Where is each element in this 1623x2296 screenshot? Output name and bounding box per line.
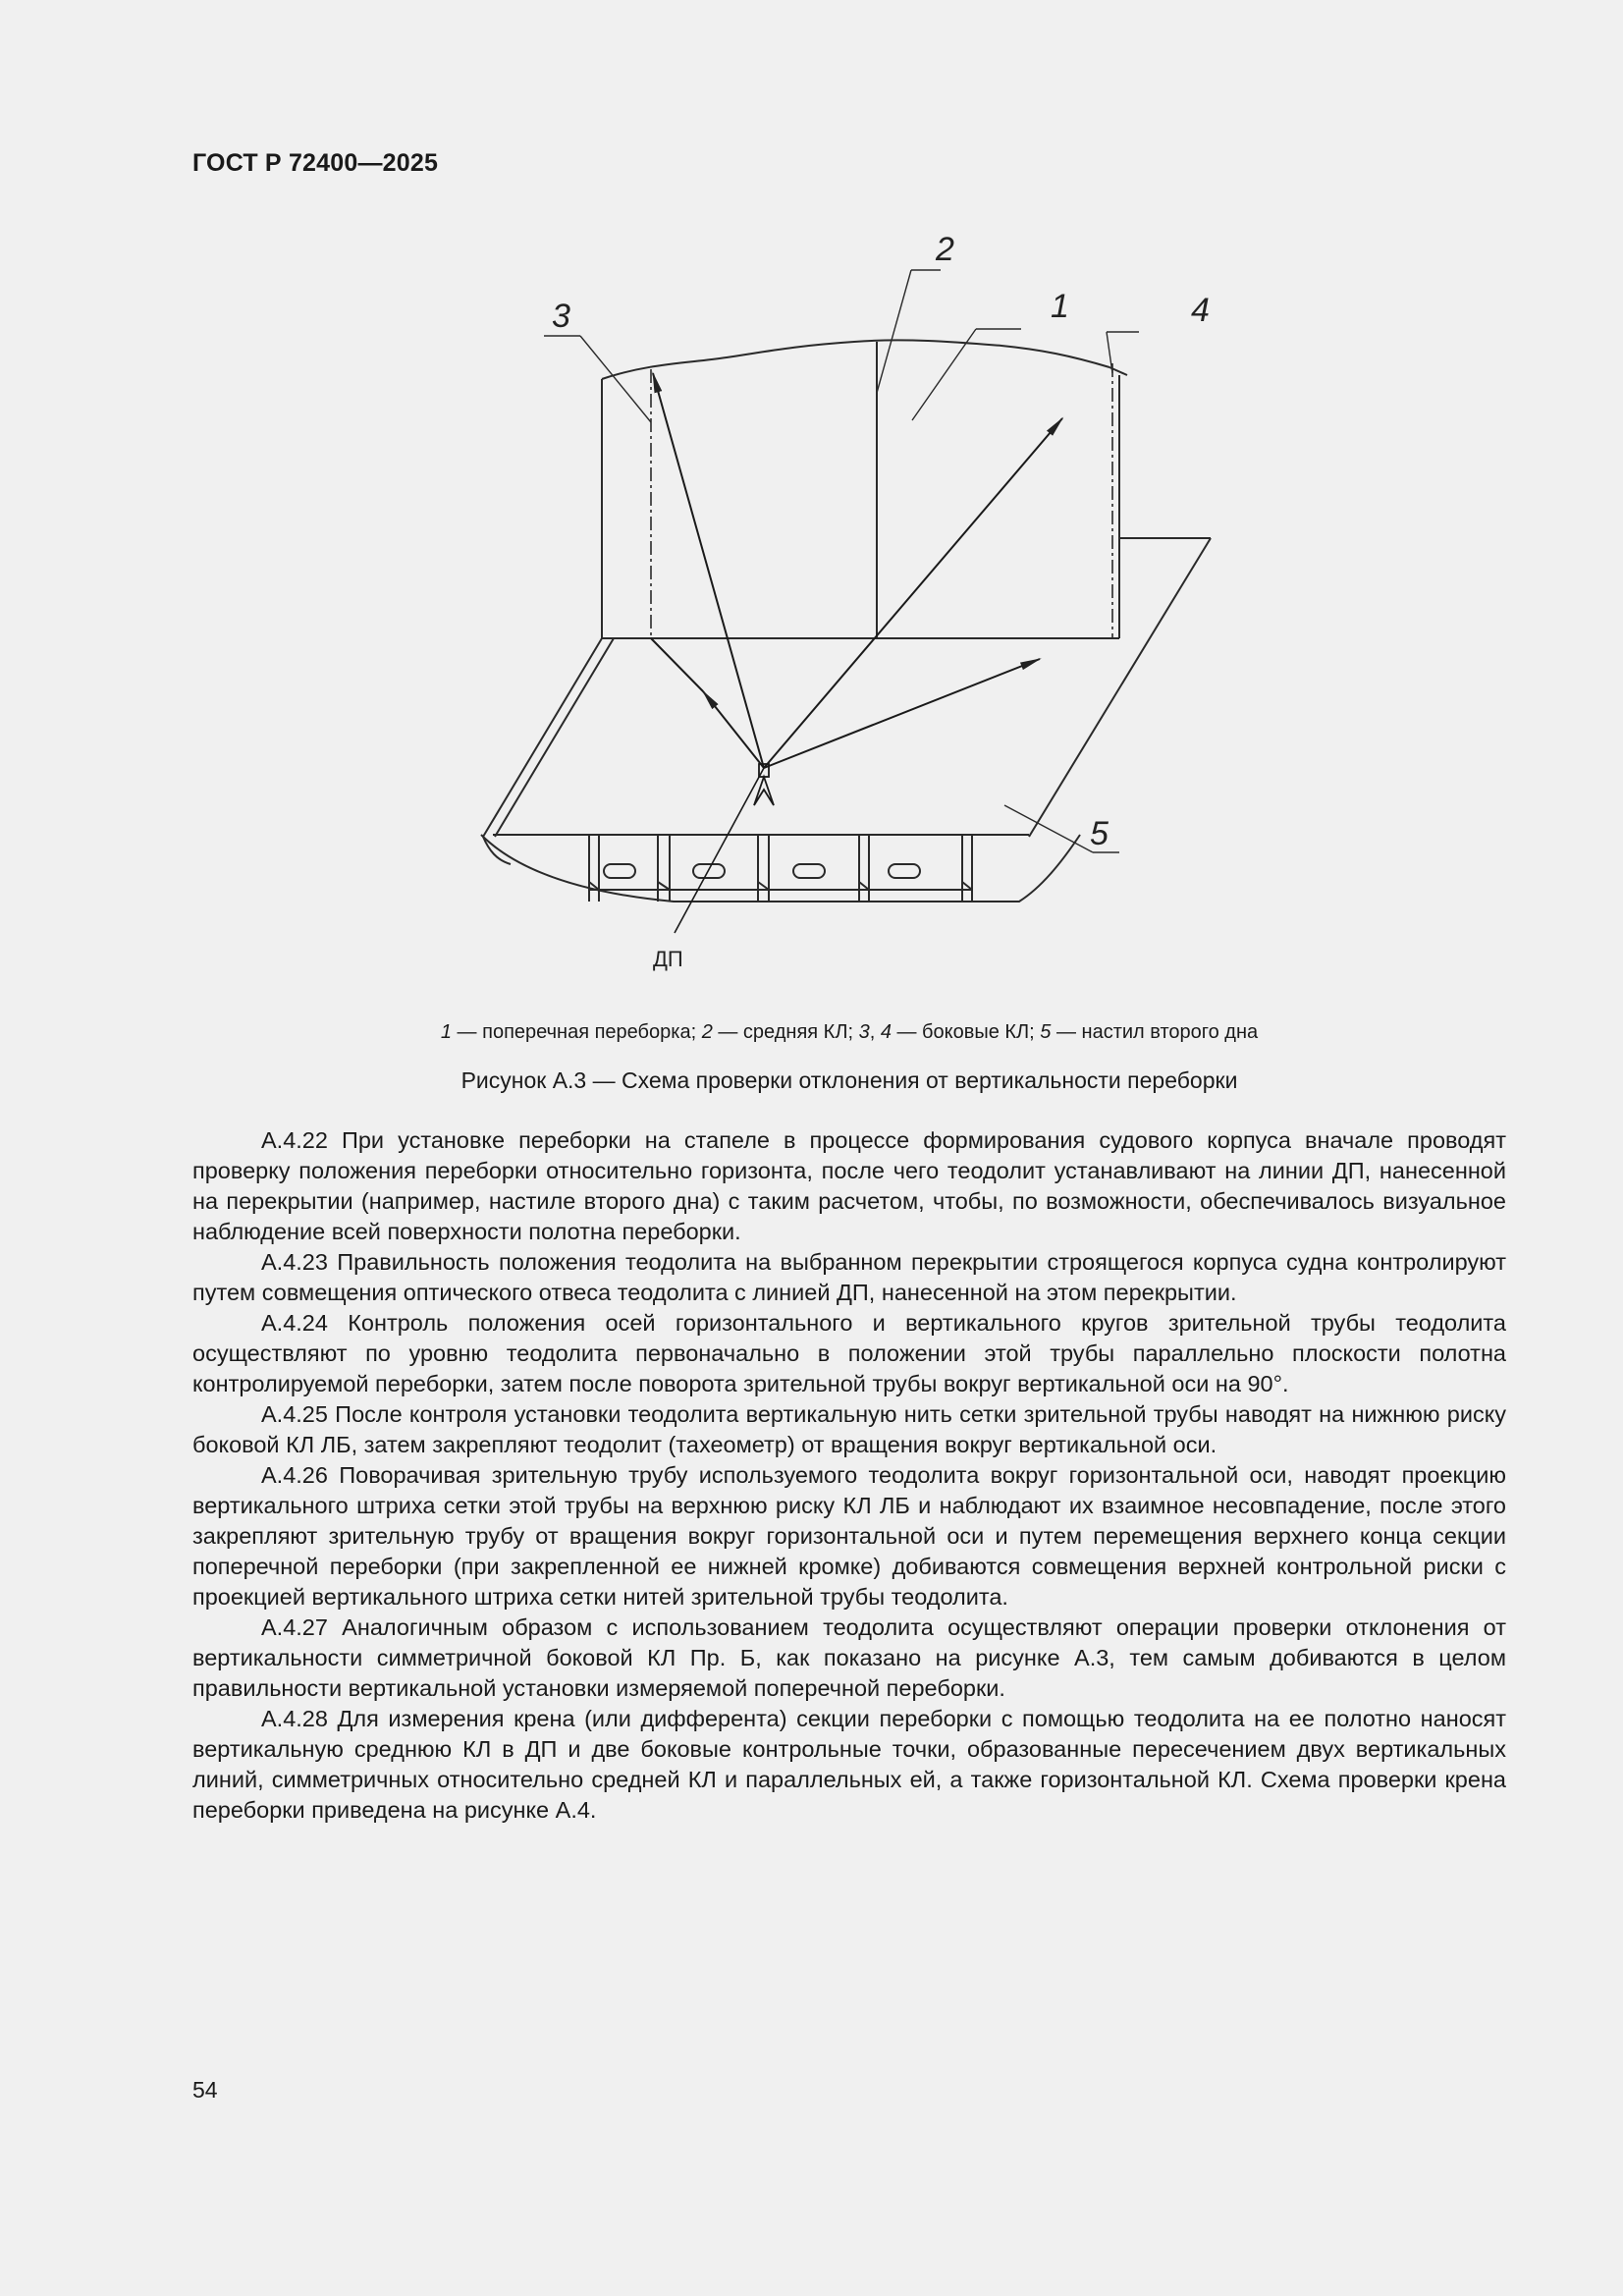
label-3: 3 [552,298,570,335]
sight-lines [651,373,1062,933]
body-text [192,1125,1506,1826]
paragraph-a-4-26: А.4.26 Поворачивая зрительную трубу используемого теодолита вокруг горизонтальной оси, наводят проекцию вертикального штриха сетки этой трубы на верхнюю риску КЛ ЛБ и наблюдают их взаимное несовпадение, после этого закрепляют зрительную трубу от вращения вокруг горизонтальной оси и путем перемещения верхнего конца секции поперечной переборки (при закрепленной ее нижней кромке) добиваются совмещения верхней контрольной риски с проекцией вертикального штриха сетки нитей зрительной трубы теодолита. [192,1462,1506,1610]
bulkhead-diagram [442,226,1325,982]
label-leaders [544,270,1139,852]
side-control-lines [651,363,1112,638]
paragraph-a-4-22: А.4.22 При установке переборки на стапеле в процессе формирования судового корпуса вначале проводят проверку положения переборки относительно горизонта, после чего теодолит устанавливают на линии ДП, нанесенной на перекрытии (например, настиле второго дна) с таким расчетом, чтобы, по возможности, обеспечивалось визуальное наблюдение всей поверхности полотна переборки. [192,1127,1506,1244]
label-4: 4 [1191,292,1210,329]
paragraph-a-4-25: А.4.25 После контроля установки теодолита вертикальную нить сетки зрительной трубы наводят на нижнюю риску боковой КЛ ЛБ, затем закрепляют теодолит (тахеометр) от вращения вокруг вертикальной оси. [192,1401,1506,1457]
figure-a3 [442,226,1325,982]
label-2: 2 [936,231,954,268]
figure-legend: 1 — поперечная переборка; 2 — средняя КЛ; 3, 4 — боковые КЛ; 5 — настил второго дна [440,1021,1259,1043]
label-5: 5 [1090,815,1109,852]
paragraph-a-4-23: А.4.23 Правильность положения теодолита на выбранном перекрытии строящегося корпуса судна контролируют путем совмещения оптического отвеса теодолита с линией ДП, нанесенной на этом перекрытии. [192,1249,1506,1305]
theodolite-icon [754,764,774,805]
paragraph-a-4-28: А.4.28 Для измерения крена (или дифферента) секции переборки с помощью теодолита на ее полотно наносят вертикальную среднюю КЛ в ДП и две боковые контрольные точки, образованные пересечением двух вертикальных линий, симметричных относительно средней КЛ и параллельных ей, а также горизонтальной КЛ. Схема проверки крена переборки приведена на рисунке А.4. [192,1706,1506,1823]
label-1: 1 [1051,288,1069,325]
paragraph-a-4-27: А.4.27 Аналогичным образом с использованием теодолита осуществляют операции проверки отклонения от вертикальности симметричной боковой КЛ Пр. Б, как показано на рисунке А.3, тем самым добиваются в целом правильности вертикальной установки измеряемой поперечной переборки. [192,1614,1506,1701]
document-header: ГОСТ Р 72400—2025 [192,149,439,177]
page-number: 54 [192,2077,218,2103]
bulkhead-outline [602,340,1211,638]
figure-caption: Рисунок А.3 — Схема проверки отклонения от вертикальности переборки [460,1067,1238,1093]
paragraph-a-4-24: А.4.24 Контроль положения осей горизонтального и вертикального кругов зрительной трубы теодолита осуществляют по уровню теодолита первоначально в положении этой трубы параллельно плоскости полотна контролируемой переборки, затем после поворота зрительной трубы вокруг вертикальной оси на 90°. [192,1310,1506,1396]
label-dp: ДП [653,947,683,971]
